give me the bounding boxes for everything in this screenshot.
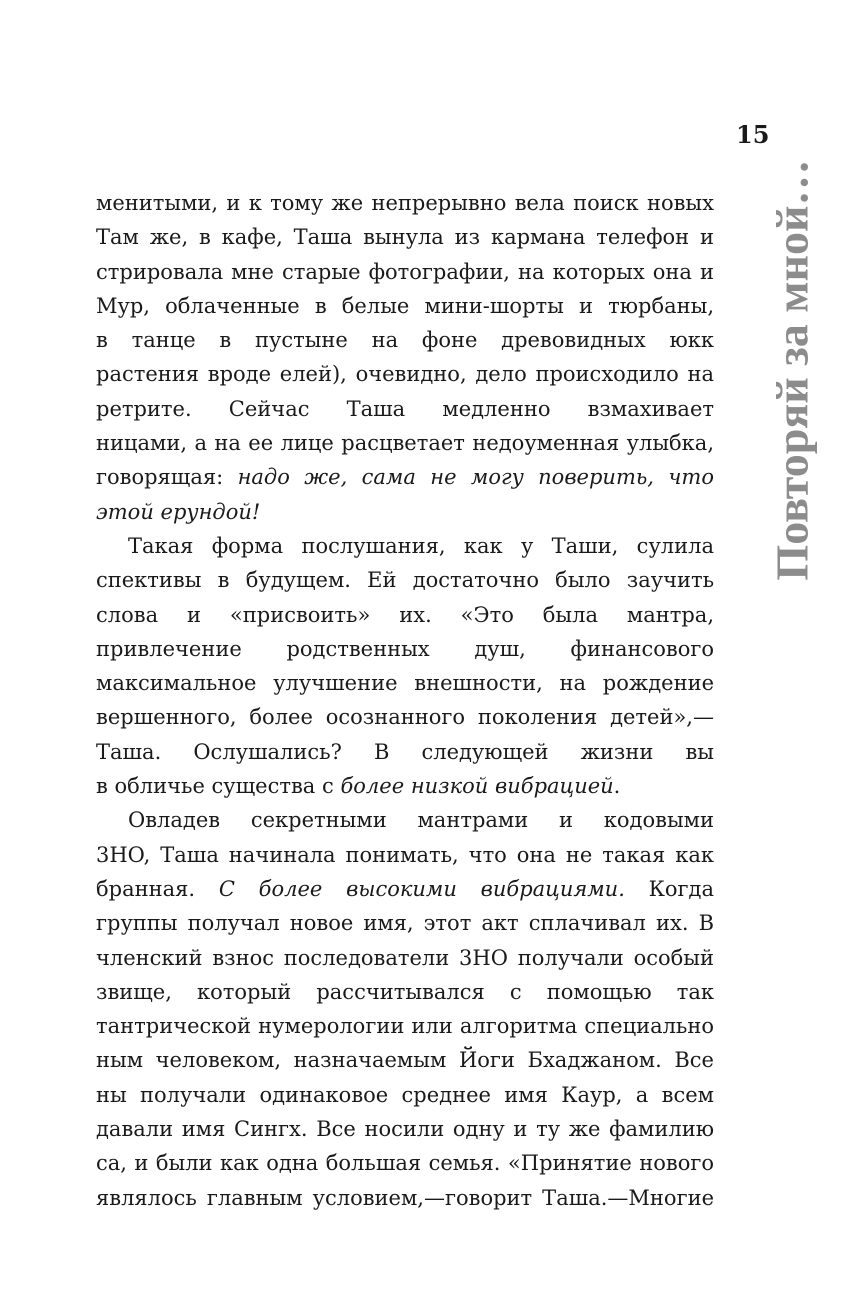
italic-text: этой ерундой! [96, 499, 261, 524]
text-segment: слова и «присвоить» их. «Это была мантра, [96, 602, 714, 627]
text-line [96, 495, 714, 529]
text-segment: Когда [648, 876, 714, 901]
text-line [96, 941, 714, 975]
text-segment: в обличье существа с [96, 774, 341, 799]
text-segment: привлечение родственных душ, финансового [96, 636, 714, 661]
text-line [96, 598, 714, 632]
text-segment: давали имя Сингх. Все носили одну и ту же фамилию [96, 1117, 714, 1142]
text-line [96, 803, 714, 837]
text-line [96, 563, 714, 597]
italic-text: С более высокими вибрациями. [218, 876, 625, 901]
text-line [96, 666, 714, 700]
text-line [96, 1181, 714, 1215]
text-line [96, 1078, 714, 1112]
text-line [96, 906, 714, 940]
text-line [96, 700, 714, 734]
text-line [96, 220, 714, 254]
text-segment: стрировала мне старые фотографии, на которых она и [96, 259, 714, 284]
text-line [96, 392, 714, 426]
text-segment: группы получал новое имя, этот акт сплачивал их. В [96, 911, 714, 936]
text-segment: тантрической нумерологии или алгоритма специально [96, 1014, 714, 1039]
text-segment: растения вроде елей), очевидно, дело происходило на [96, 362, 714, 387]
italic-text: надо же, сама не могу поверить, что [237, 465, 714, 490]
text-segment: Такая форма послушания, как у Таши, сулила [128, 533, 714, 558]
text-line [96, 1112, 714, 1146]
text-segment: бранная. [96, 876, 219, 901]
text-segment: ницами, а на ее лице расцветает недоуменная улыбка, [96, 431, 714, 456]
text-line [96, 460, 714, 494]
text-segment: са, и были как одна большая семья. «Принятие нового [96, 1151, 714, 1176]
text-line [96, 872, 714, 906]
text-line [96, 529, 714, 563]
text-line [96, 323, 714, 357]
text-segment: . [613, 774, 621, 799]
text-line [96, 1043, 714, 1077]
text-line [96, 735, 714, 769]
text-segment: Там же, в кафе, Таша вынула из кармана телефон и [96, 225, 714, 250]
text-segment: ны получали одинаковое среднее имя Каур, а всем [96, 1082, 714, 1107]
text-line [96, 975, 714, 1009]
text-segment: Таша. Ослушались? В следующей жизни вы [96, 739, 714, 764]
text-segment: говорящая: [96, 465, 238, 490]
text-line [96, 769, 714, 803]
text-segment: членский взнос последователи 3HO получали особый [96, 945, 714, 970]
text-segment: вершенного, более осознанного поколения детей»,— [96, 705, 714, 730]
text-line [96, 426, 714, 460]
text-segment: менитыми, и к тому же непрерывно вела поиск новых [96, 191, 714, 215]
text-segment: спективы в будущем. Ей достаточно было заучить [96, 568, 714, 593]
text-segment: звище, который рассчитывался с помощью так [96, 979, 714, 1004]
page-number: 15 [736, 120, 770, 149]
running-title: Повторяй за мной… [766, 159, 818, 581]
body-text [96, 186, 714, 1215]
text-line [96, 357, 714, 391]
text-segment: ным человеком, назначаемым Йоги Бхаджаном. Все [96, 1048, 714, 1073]
text-line [96, 632, 714, 666]
text-line [96, 838, 714, 872]
text-segment: ретрите. Сейчас Таша медленно взмахивает [96, 396, 714, 421]
text-line [96, 255, 714, 289]
text-segment: Мур, облаченные в белые мини-шорты и тюрбаны, [96, 293, 714, 318]
text-line [96, 1009, 714, 1043]
text-line [96, 186, 714, 220]
text-segment: в танце в пустыне на фоне древовидных юкк [96, 328, 714, 353]
text-line [96, 289, 714, 323]
text-segment: 3HO, Таша начинала понимать, что она не такая как [96, 842, 714, 867]
text-line [96, 1146, 714, 1180]
italic-text: более низкой вибрацией [340, 774, 614, 799]
text-segment: являлось главным условием,—говорит Таша.—Многие [96, 1185, 714, 1210]
text-segment: Овладев секретными мантрами и кодовыми [128, 808, 714, 833]
text-segment: максимальное улучшение внешности, на рождение [96, 671, 714, 696]
